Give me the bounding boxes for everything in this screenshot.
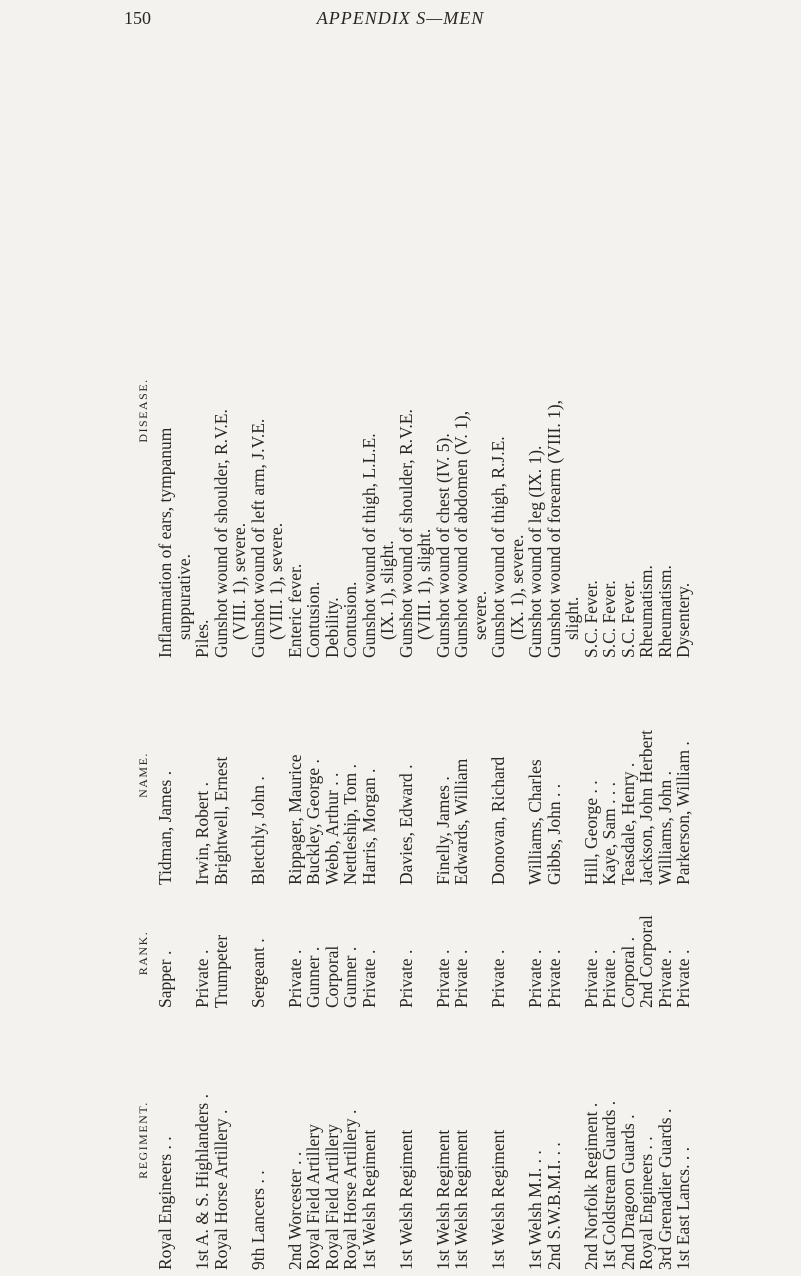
name-line: Tidman, James . bbox=[155, 770, 175, 885]
rank-line bbox=[563, 898, 582, 1008]
regiment-line bbox=[415, 1010, 434, 1270]
disease-line: Rheumatism. bbox=[636, 565, 656, 658]
regiment-entries bbox=[156, 1010, 693, 1270]
rank-line: Private . bbox=[580, 949, 601, 1008]
regiment-line bbox=[378, 1010, 397, 1270]
name-line: Teasdale, Henry . bbox=[617, 762, 638, 885]
disease-line: S.C. Fever. bbox=[617, 580, 638, 658]
disease-line: Enteric fever. bbox=[284, 563, 305, 658]
name-line: Gibbs, John . . bbox=[543, 783, 564, 885]
regiment-line: Royal Field Artillery bbox=[303, 1124, 323, 1270]
regiment-line: 1st Welsh Regiment bbox=[451, 1129, 471, 1270]
name-column bbox=[130, 665, 693, 885]
rank-line: Private . bbox=[192, 949, 212, 1008]
rank-line: Sapper . bbox=[155, 950, 175, 1008]
rank-line: Corporal . bbox=[617, 937, 638, 1008]
regiment-line: 2nd S.W.B.M.I. . . bbox=[543, 1142, 564, 1270]
name-line bbox=[378, 665, 397, 885]
name-entries bbox=[156, 665, 693, 885]
regiment-line bbox=[175, 1010, 194, 1270]
name-line: Jackson, John Herbert bbox=[636, 729, 656, 885]
rank-line bbox=[230, 898, 249, 1008]
disease-line: Contusion. bbox=[340, 581, 360, 658]
rank-line: Private . bbox=[358, 949, 379, 1008]
regiment-line: 2nd Worcester . . bbox=[284, 1151, 305, 1270]
regiment-line: Royal Horse Artillery . bbox=[210, 1109, 231, 1270]
name-line: Brightwell, Ernest bbox=[210, 756, 231, 885]
rank-line: Private . bbox=[673, 949, 693, 1008]
disease-line: (VIII. 1), slight. bbox=[414, 528, 434, 640]
rank-line: Sergeant . bbox=[247, 938, 268, 1008]
rank-line: 2nd Corporal bbox=[636, 915, 656, 1008]
regiment-line bbox=[267, 1010, 286, 1270]
disease-column bbox=[130, 163, 693, 658]
rank-line: Trumpeter bbox=[210, 934, 231, 1008]
rank-entries bbox=[156, 898, 693, 1008]
regiment-line: Royal Engineers . . bbox=[636, 1136, 656, 1270]
name-line: Rippager, Maurice bbox=[284, 754, 305, 885]
regiment-line: 1st Welsh Regiment bbox=[358, 1129, 379, 1270]
rank-line: Gunner . bbox=[303, 946, 323, 1008]
disease-line: (IX. 1), severe. bbox=[506, 534, 527, 640]
name-line bbox=[471, 665, 490, 885]
rank-line bbox=[378, 898, 397, 1008]
disease-line: Dysentery. bbox=[673, 582, 693, 658]
regiment-line: 1st Welsh Regiment bbox=[432, 1129, 453, 1270]
rank-line: Private . bbox=[432, 949, 453, 1008]
name-line: Nettleship, Tom . bbox=[340, 764, 360, 885]
disease-line: Gunshot wound of thigh, R.J.E. bbox=[488, 436, 508, 658]
name-line: Williams, John . bbox=[654, 770, 675, 885]
disease-line: Gunshot wound of left arm, J.V.E. bbox=[247, 418, 268, 658]
name-line bbox=[267, 665, 286, 885]
rank-column bbox=[130, 898, 693, 1008]
name-line bbox=[508, 665, 527, 885]
regiment-line bbox=[230, 1010, 249, 1270]
rank-line: Gunner . bbox=[340, 946, 360, 1008]
regiment-line: 9th Lancers . . bbox=[247, 1170, 268, 1270]
regiment-line bbox=[471, 1010, 490, 1270]
regiment-line: 1st A. & S. Highlanders . bbox=[192, 1094, 212, 1270]
regiment-line: 1st Welsh Regiment bbox=[395, 1129, 416, 1270]
name-line: Edwards, William bbox=[451, 758, 471, 885]
disease-line: Inflammation of ears, tympanum bbox=[155, 427, 175, 658]
disease-line: suppurative. bbox=[173, 553, 194, 640]
regiment-line: Royal Horse Artillery . bbox=[340, 1109, 360, 1270]
regiment-line bbox=[563, 1010, 582, 1270]
disease-line: severe. bbox=[469, 590, 490, 640]
regiment-line: 1st Welsh Regiment bbox=[488, 1129, 508, 1270]
name-line: Harris, Morgan . bbox=[358, 768, 379, 885]
rank-line: Private . bbox=[525, 949, 545, 1008]
regiment-line: 3rd Grenadier Guards . bbox=[654, 1108, 675, 1270]
disease-line: (VIII. 1), severe. bbox=[266, 522, 286, 640]
rank-line: Corporal bbox=[321, 945, 342, 1008]
regiment-line: 1st East Lancs. . . bbox=[673, 1147, 693, 1270]
disease-line: Gunshot wound of forearm (VIII. 1), bbox=[543, 399, 564, 658]
disease-entries bbox=[156, 163, 693, 658]
rank-line: Private . bbox=[451, 949, 471, 1008]
regiment-line: 2nd Dragoon Guards . bbox=[617, 1114, 638, 1270]
rank-line bbox=[267, 898, 286, 1008]
disease-line: Gunshot wound of chest (IV. 5). bbox=[432, 433, 453, 658]
disease-line: S.C. Fever. bbox=[580, 580, 601, 658]
name-line: Davies, Edward . bbox=[395, 764, 416, 885]
regiment-line: 1st Coldstream Guards . bbox=[599, 1100, 619, 1270]
rank-line: Private . bbox=[488, 949, 508, 1008]
disease-line: (IX. 1), slight. bbox=[377, 540, 397, 640]
name-line: Finelly, James . bbox=[432, 776, 453, 885]
name-line: Hill, George . . bbox=[580, 780, 601, 885]
name-line bbox=[415, 665, 434, 885]
rank-line: Private . bbox=[284, 949, 305, 1008]
disease-header: DISEASE. bbox=[136, 378, 150, 443]
casualty-table bbox=[130, 160, 730, 1270]
page-number: 150 bbox=[124, 8, 151, 28]
regiment-line: Royal Engineers . . bbox=[155, 1136, 175, 1270]
disease-line: Gunshot wound of abdomen (V. 1), bbox=[451, 410, 471, 658]
name-line bbox=[563, 665, 582, 885]
disease-line: Gunshot wound of leg (IX. 1). bbox=[525, 445, 545, 658]
disease-line: Piles. bbox=[192, 619, 212, 658]
name-header: NAME. bbox=[136, 752, 150, 798]
rank-line bbox=[471, 898, 490, 1008]
rank-line bbox=[175, 898, 194, 1008]
name-line bbox=[230, 665, 249, 885]
name-line: Parkerson, William . bbox=[673, 741, 693, 885]
name-line: Williams, Charles bbox=[525, 759, 545, 885]
rank-header: RANK. bbox=[136, 930, 150, 976]
regiment-column bbox=[130, 1010, 693, 1270]
rank-line: Private . bbox=[599, 949, 619, 1008]
rank-line bbox=[508, 898, 527, 1008]
name-line: Buckley, George . bbox=[303, 759, 323, 885]
name-line: Bletchly, John . bbox=[247, 776, 268, 885]
disease-line: Contusion. bbox=[303, 581, 323, 658]
name-line: Kaye, Sam . . . bbox=[599, 781, 619, 885]
regiment-header: REGIMENT. bbox=[136, 1101, 150, 1179]
disease-line: Rheumatism. bbox=[654, 565, 675, 658]
name-line: Webb, Arthur . . bbox=[321, 772, 342, 885]
regiment-line: 2nd Norfolk Regiment . bbox=[580, 1102, 601, 1270]
running-title: APPENDIX S—MEN bbox=[316, 8, 485, 28]
rank-line bbox=[415, 898, 434, 1008]
disease-line: Gunshot wound of shoulder, R.V.E. bbox=[395, 409, 416, 658]
name-line: Donovan, Richard bbox=[488, 756, 508, 885]
rank-line: Private . bbox=[654, 949, 675, 1008]
rank-line: Private . bbox=[395, 949, 416, 1008]
name-line bbox=[175, 665, 194, 885]
rank-line: Private . bbox=[543, 949, 564, 1008]
name-line: Irwin, Robert . bbox=[192, 781, 212, 885]
regiment-line: Royal Field Artillery bbox=[321, 1124, 342, 1270]
regiment-line bbox=[508, 1010, 527, 1270]
disease-line: Debility. bbox=[321, 597, 342, 658]
disease-line: Gunshot wound of thigh, L.L.E. bbox=[358, 433, 379, 658]
disease-line: Gunshot wound of shoulder, R.V.E. bbox=[210, 409, 231, 658]
regiment-line: 1st Welsh M.I. . . bbox=[525, 1150, 545, 1270]
disease-line: slight. bbox=[562, 596, 582, 640]
disease-line: (VIII. 1), severe. bbox=[229, 522, 249, 640]
disease-line: S.C. Fever. bbox=[599, 580, 619, 658]
